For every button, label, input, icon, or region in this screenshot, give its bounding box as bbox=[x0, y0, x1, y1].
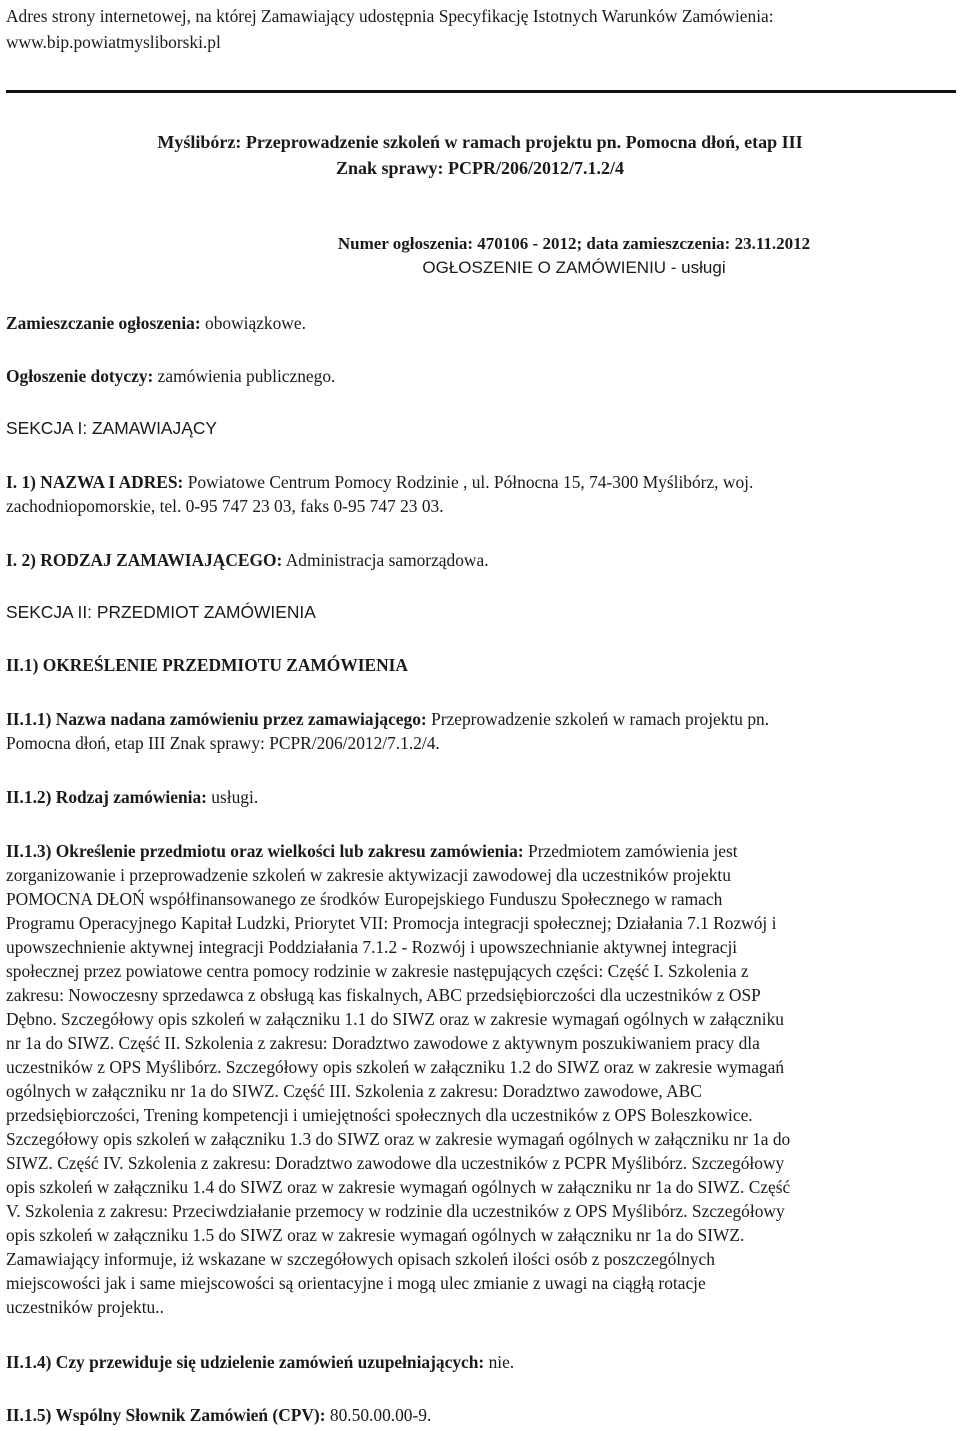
order-description bbox=[6, 839, 954, 1319]
concerns-value: zamówienia publicznego. bbox=[157, 366, 336, 386]
address-value-2: zachodniopomorskie, tel. 0-95 747 23 03, faks 0-95 747 23 03. bbox=[6, 496, 444, 516]
header-text: Adres strony internetowej, na której Zamawiający udostępnia Specyfikację Istotnych Warunków Zamówienia: bbox=[6, 6, 774, 26]
order-name-label: II.1.1) Nazwa nadana zamówieniu przez zamawiającego: bbox=[6, 709, 427, 729]
section-1-heading: SEKCJA I: ZAMAWIAJĄCY bbox=[6, 418, 217, 438]
description-line: przedsiębiorczości, Trening kompetencji i umiejętności społecznych dla uczestników z OPS Boleszkowice. bbox=[6, 1105, 753, 1125]
document-title bbox=[0, 129, 960, 181]
description-line: Szczegółowy opis szkoleń w załączniku 1.3 do SIWZ oraz w zakresie wymagań ogólnych w załączniku nr 1a do bbox=[6, 1129, 791, 1149]
description-line: upowszechnienie aktywnej integracji Poddziałania 7.1.2 - Rozwój i upowszechnianie aktywnej integracji bbox=[6, 937, 738, 957]
supplementary-value: nie. bbox=[488, 1352, 515, 1372]
description-line: miejscowości jak i same miejscowości są orientacyjne i mogą ulec zmianie z uwagi na ciągłą rotacje bbox=[6, 1273, 706, 1293]
description-line: zorganizowanie i przeprowadzenie szkoleń w zakresie aktywizacji zawodowej dla uczestników projektu bbox=[6, 865, 731, 885]
supplementary-label: II.1.4) Czy przewiduje się udzielenie zamówień uzupełniających: bbox=[6, 1352, 485, 1372]
description-line: SIWZ. Część IV. Szkolenia z zakresu: Doradztwo zawodowe dla uczestników z PCPR Myślibórz. Szczegółowy bbox=[6, 1153, 785, 1173]
order-name-value-2: Pomocna dłoń, etap III Znak sprawy: PCPR/206/2012/7.1.2/4. bbox=[6, 733, 440, 753]
authority-type-label: I. 2) RODZAJ ZAMAWIAJĄCEGO: bbox=[6, 550, 283, 570]
cpv-value: 80.50.00.00-9. bbox=[329, 1405, 432, 1425]
title-line-1: Myślibórz: Przeprowadzenie szkoleń w ramach projektu pn. Pomocna dłoń, etap III bbox=[157, 132, 803, 152]
order-kind bbox=[6, 785, 954, 809]
authority-type-value: Administracja samorządowa. bbox=[285, 550, 489, 570]
placement-label: Zamieszczanie ogłoszenia: bbox=[6, 313, 201, 333]
description-line: zakresu: Nowoczesny sprzedawca z obsługą kas fiskalnych, ABC przedsiębiorczości dla uczestników z OSP bbox=[6, 985, 761, 1005]
description-line: POMOCNA DŁOŃ współfinansowanego ze środków Europejskiego Funduszu Społecznego w ramach bbox=[6, 889, 723, 909]
concerns-label: Ogłoszenie dotyczy: bbox=[6, 366, 154, 386]
description-line: opis szkoleń w załączniku 1.5 do SIWZ oraz w zakresie wymagań ogólnych w załączniku nr 1a do SIWZ. bbox=[6, 1225, 745, 1245]
description-line: społecznej przez powiatowe centra pomocy rodzinie w zakresie następujących części: Część I. Szkolenia z bbox=[6, 961, 749, 981]
description-line: Przedmiotem zamówienia jest bbox=[528, 841, 738, 861]
order-kind-label: II.1.2) Rodzaj zamówienia: bbox=[6, 787, 207, 807]
description-line: Dębno. Szczegółowy opis szkoleń w załączniku 1.1 do SIWZ oraz w zakresie wymagań ogólnych w załączniku bbox=[6, 1009, 784, 1029]
placement-line bbox=[6, 311, 954, 335]
concerns-line bbox=[6, 364, 954, 388]
header-url: www.bip.powiatmysliborski.pl bbox=[6, 32, 221, 52]
description-line: Zamawiający informuje, iż wskazane w szczegółowych opisach szkoleń ilości osób z poszczególnych bbox=[6, 1249, 715, 1269]
contracting-authority-address bbox=[6, 470, 954, 518]
address-label: I. 1) NAZWA I ADRES: bbox=[6, 472, 184, 492]
description-label: II.1.3) Określenie przedmiotu oraz wielkości lub zakresu zamówienia: bbox=[6, 841, 524, 861]
description-line: uczestników z OPS Myślibórz. Szczegółowy opis szkoleń w załączniku 1.2 do SIWZ oraz w zakresie wymagań bbox=[6, 1057, 785, 1077]
order-name bbox=[6, 707, 954, 755]
header-divider bbox=[6, 90, 956, 93]
section-2-heading: SEKCJA II: PRZEDMIOT ZAMÓWIENIA bbox=[6, 602, 316, 622]
order-kind-value: usługi. bbox=[211, 787, 259, 807]
supplementary-orders bbox=[6, 1350, 954, 1374]
notice-type: OGŁOSZENIE O ZAMÓWIENIU - usługi bbox=[422, 258, 726, 277]
cpv-code bbox=[6, 1403, 954, 1427]
placement-value: obowiązkowe. bbox=[205, 313, 306, 333]
subject-subheading bbox=[6, 653, 954, 677]
notice-header bbox=[0, 232, 960, 280]
description-line: nr 1a do SIWZ. Część II. Szkolenia z zakresu: Doradztwo zawodowe z aktywnym poszukiwaniem pracy dla bbox=[6, 1033, 760, 1053]
order-name-value-1: Przeprowadzenie szkoleń w ramach projektu pn. bbox=[431, 709, 770, 729]
contracting-authority-type bbox=[6, 548, 954, 572]
subject-subheading-text: II.1) OKREŚLENIE PRZEDMIOTU ZAMÓWIENIA bbox=[6, 655, 408, 675]
address-value-1: Powiatowe Centrum Pomocy Rodzinie , ul. Północna 15, 74-300 Myślibórz, woj. bbox=[187, 472, 754, 492]
description-line: Programu Operacyjnego Kapitał Ludzki, Priorytet VII: Promocja integracji społecznej; Działania 7.1 Rozwój i bbox=[6, 913, 777, 933]
cpv-label: II.1.5) Wspólny Słownik Zamówień (CPV): bbox=[6, 1405, 326, 1425]
notice-number: Numer ogłoszenia: 470106 - 2012; data zamieszczenia: 23.11.2012 bbox=[337, 234, 811, 253]
description-line: ogólnych w załączniku nr 1a do SIWZ. Część III. Szkolenia z zakresu: Doradztwo zawodowe, ABC bbox=[6, 1081, 702, 1101]
description-line: opis szkoleń w załączniku 1.4 do SIWZ oraz w zakresie wymagań ogólnych w załączniku nr 1a do SIWZ. Część bbox=[6, 1177, 791, 1197]
title-line-2: Znak sprawy: PCPR/206/2012/7.1.2/4 bbox=[335, 158, 625, 178]
description-line: uczestników projektu.. bbox=[6, 1297, 164, 1317]
description-line: V. Szkolenia z zakresu: Przeciwdziałanie przemocy w rodzinie dla uczestników z OPS Myślibórz. Szczegółowy bbox=[6, 1201, 785, 1221]
